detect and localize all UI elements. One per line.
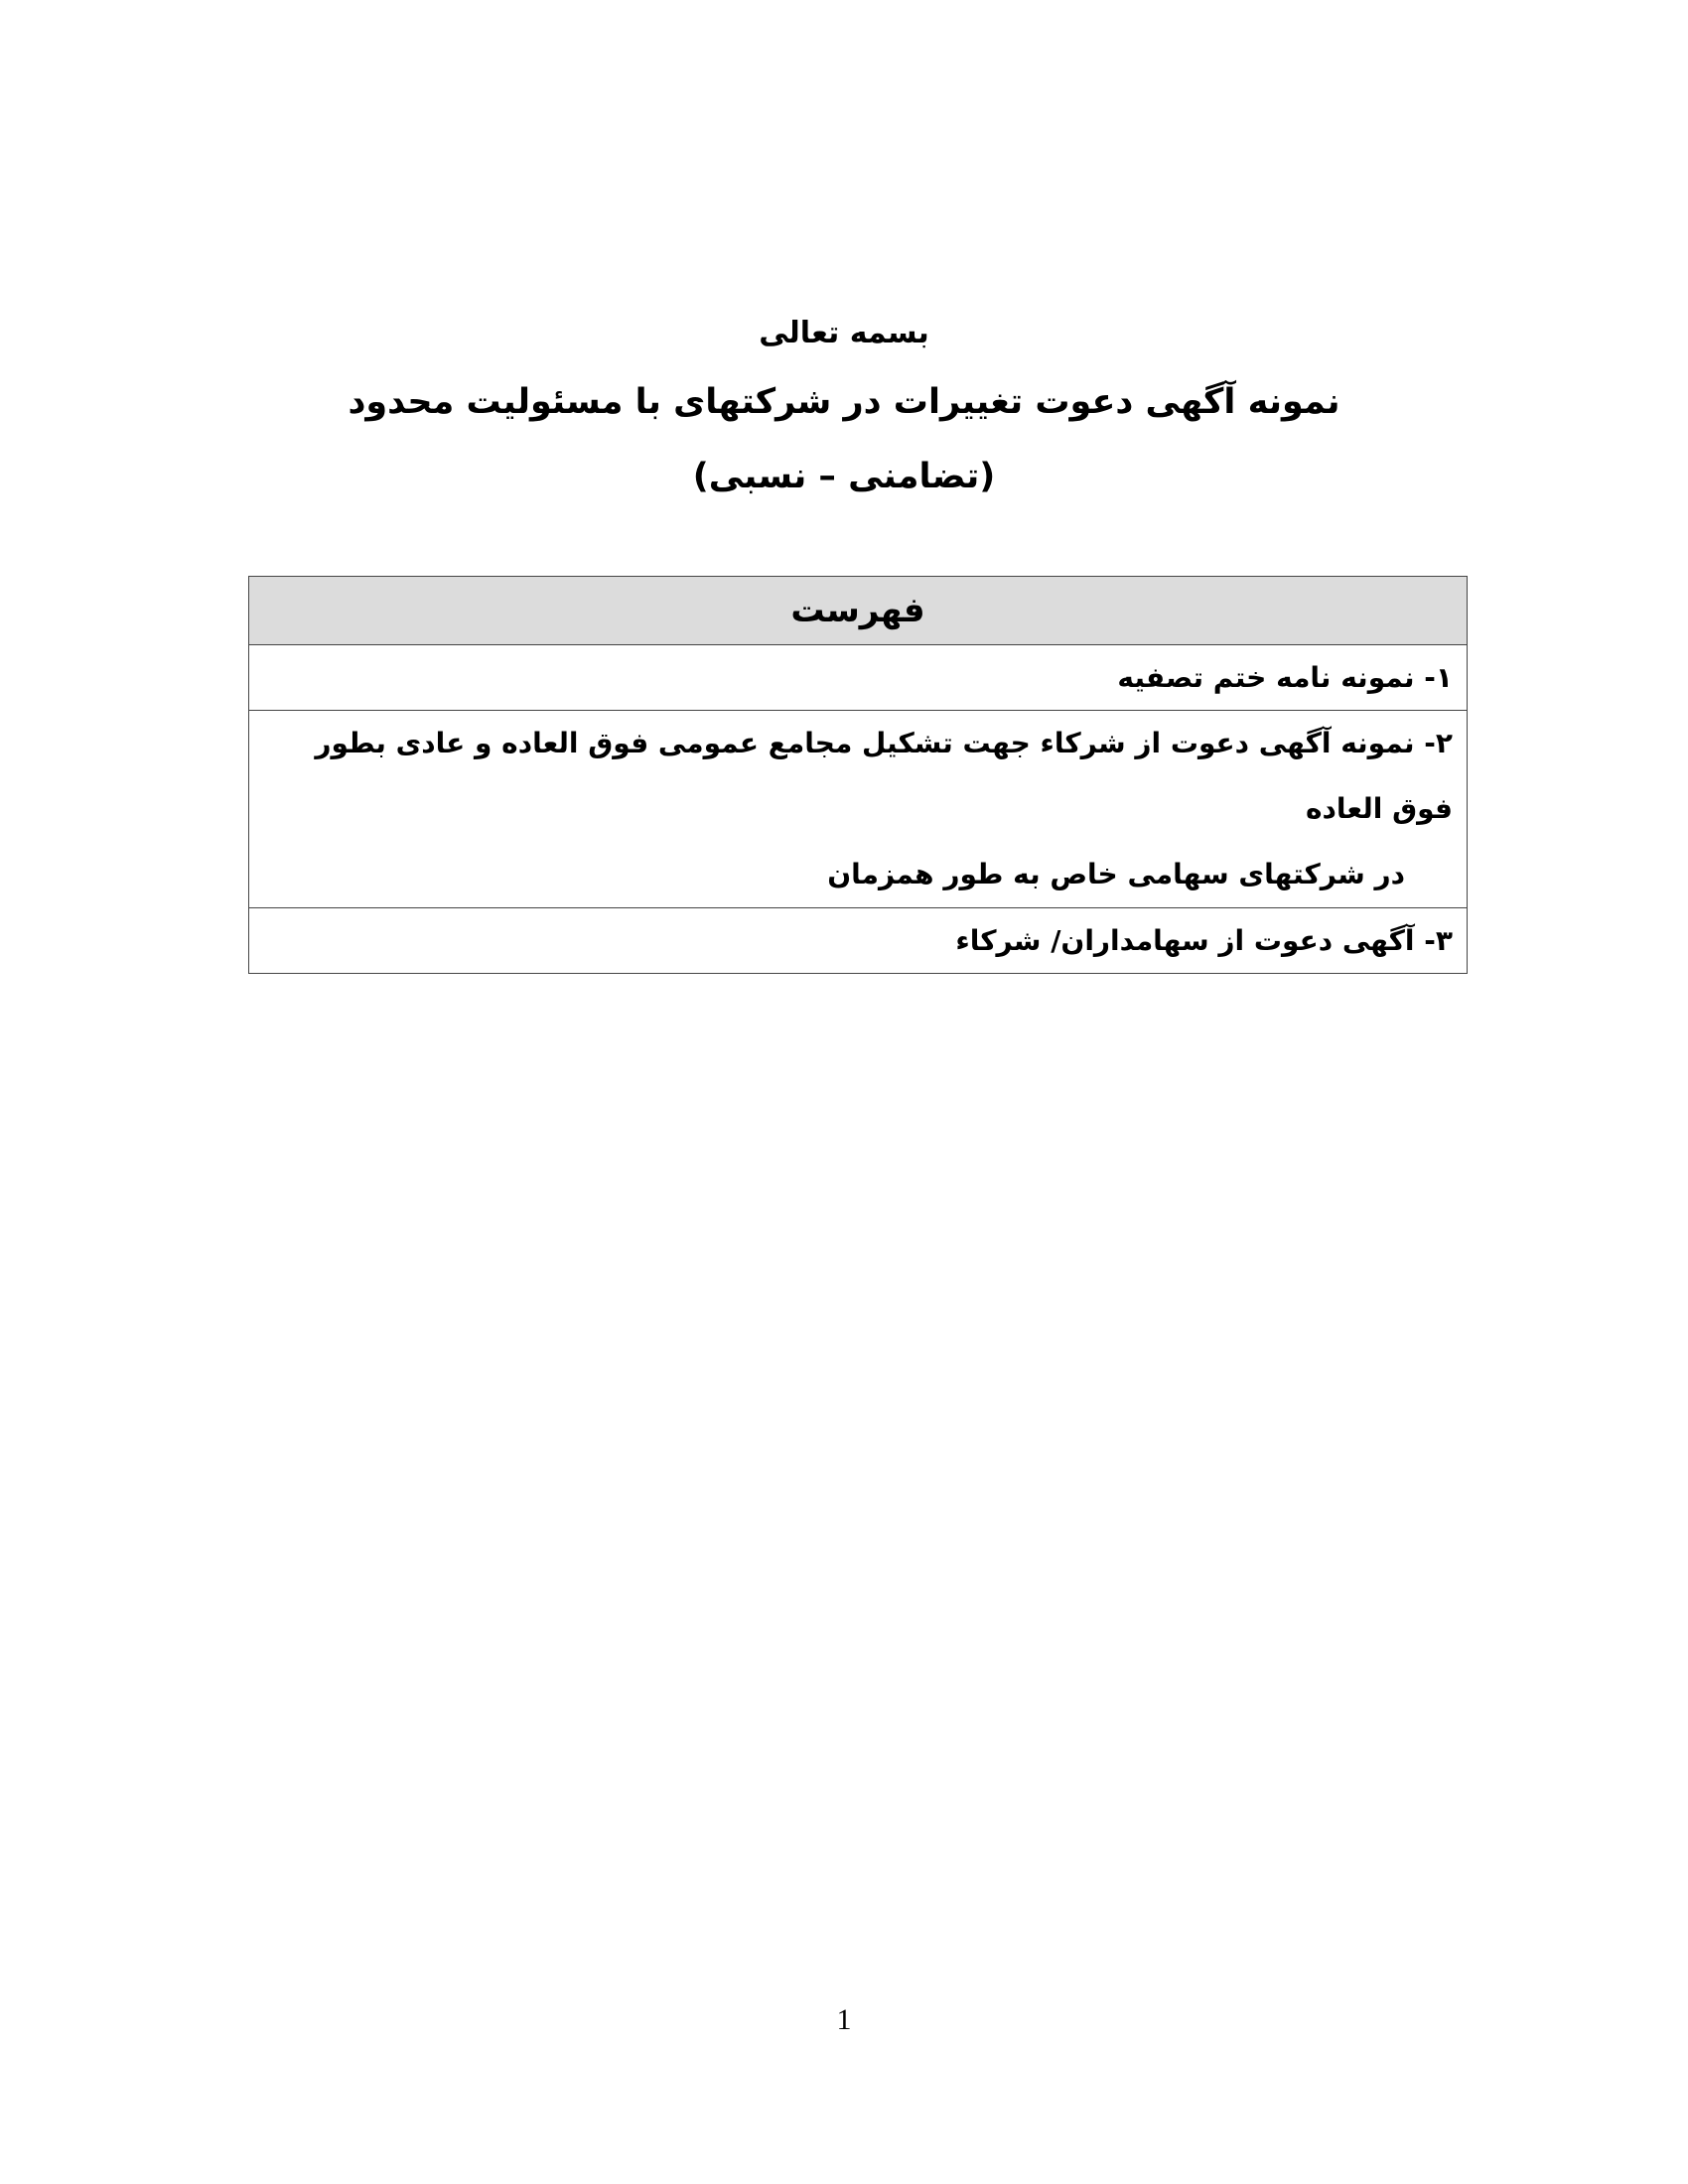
toc-item-2-line1: ٢- نمونه آگهی دعوت از شرکاء جهت تشکیل مجامع عمومی فوق العاده و عادی بطور فوق العاده xyxy=(315,727,1453,825)
toc-item-2 xyxy=(249,711,1468,908)
basmala-heading: بسمه تعالی xyxy=(759,316,929,350)
page-number: 1 xyxy=(836,2003,852,2036)
toc-item-3: ٣- آگهی دعوت از سهامداران/ شرکاء xyxy=(249,908,1468,974)
toc-item-1: ١- نمونه نامه ختم تصفیه xyxy=(249,645,1468,711)
document-title: نمونه آگهی دعوت تغییرات در شرکتهای با مسئولیت محدود xyxy=(348,382,1340,422)
document-subtitle: (تضامنی – نسبی) xyxy=(692,457,996,496)
toc-heading: فهرست xyxy=(249,577,1468,645)
table-of-contents xyxy=(248,576,1468,974)
toc-item-2-line2: در شرکتهای سهامی خاص به طور همزمان xyxy=(827,858,1405,890)
